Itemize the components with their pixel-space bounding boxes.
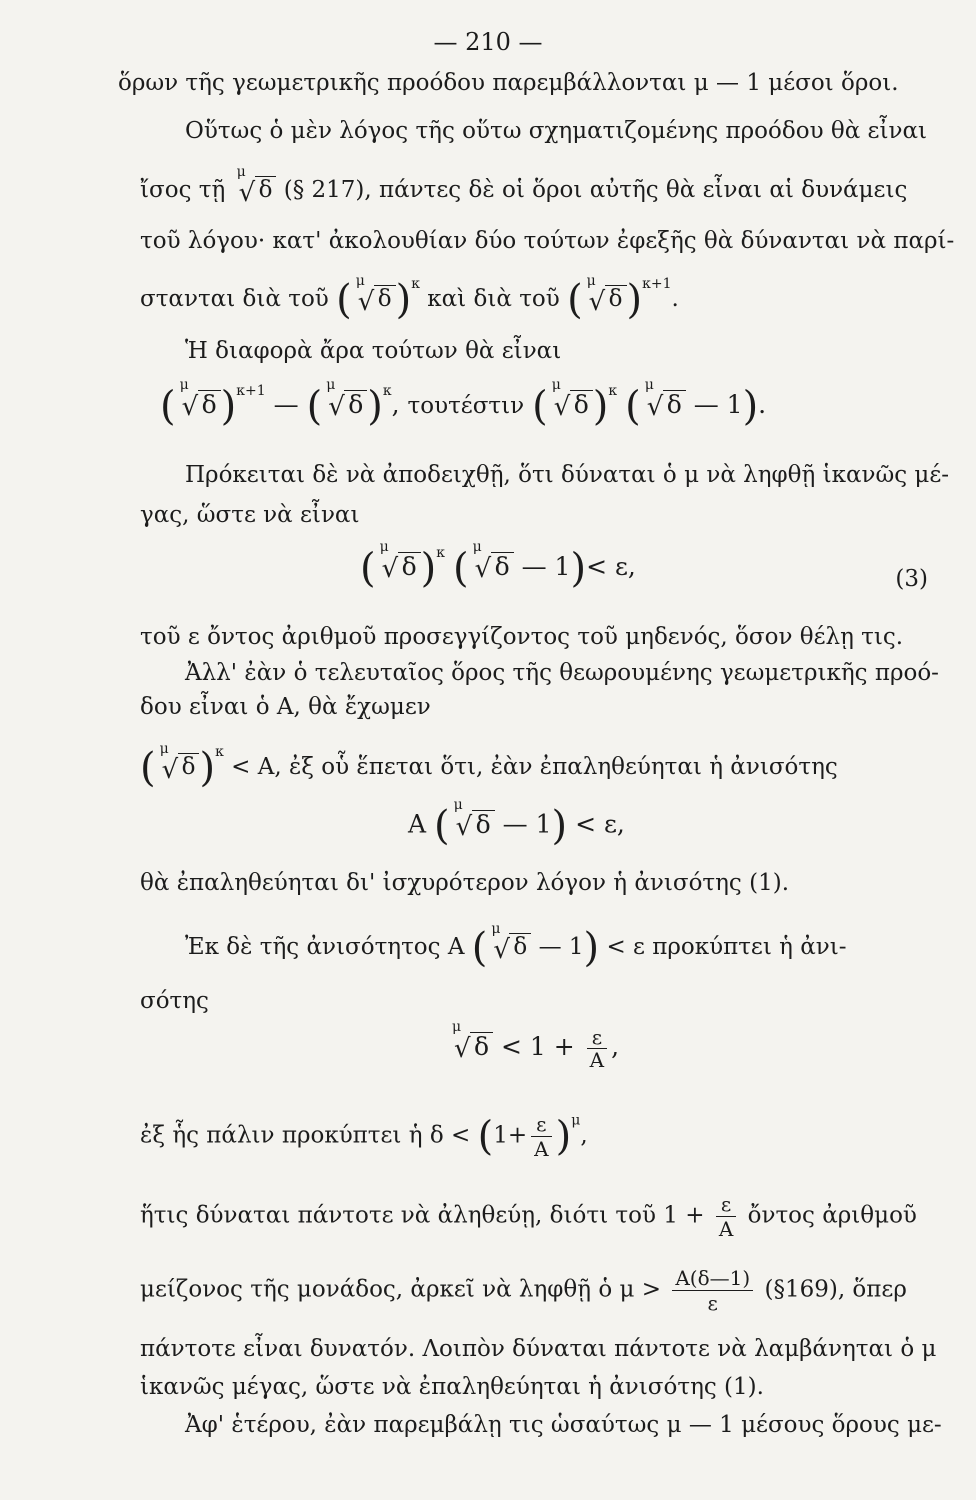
operator: —: [273, 390, 299, 419]
radicand: δ: [472, 810, 495, 839]
text-fragment: μείζονος τῆς μονάδος, ἀρκεῖ νὰ ληφθῇ ὁ μ >: [140, 1276, 662, 1303]
text-fragment: στανται διὰ τοῦ: [140, 286, 329, 312]
radicand: δ: [570, 390, 593, 419]
text-line: Ἐκ δὲ τῆς ἀνισότητος Α ( μ √ δ — 1) < ε προκύπτει ἡ ἀνι-: [185, 921, 847, 971]
radical-sign-icon: √: [455, 811, 473, 842]
exponent: κ: [436, 545, 446, 561]
radicand: δ: [255, 176, 277, 205]
numerator: ε: [720, 1192, 732, 1216]
radicand: δ: [605, 285, 627, 314]
radical-sign-icon: √: [357, 287, 375, 317]
operand: — 1: [693, 390, 743, 419]
operand: — 1: [521, 552, 571, 581]
radicand: δ: [470, 1032, 493, 1061]
radical: [489, 921, 531, 965]
fraction: [587, 1026, 607, 1071]
operator: < ε,: [586, 552, 636, 581]
text-line: ἱκανῶς μέγας, ὥστε νὰ ἐπαληθεύηται ἡ ἀνισότης (1).: [140, 1374, 764, 1400]
punctuation: ,: [580, 1122, 588, 1149]
operand: 1: [493, 1122, 508, 1149]
radical: [158, 741, 200, 785]
text-fragment: ὄντος ἀριθμοῦ: [747, 1202, 917, 1229]
radicand: δ: [509, 933, 531, 962]
radical: [378, 539, 421, 584]
text-line: στανται διὰ τοῦ ( μ √ δ )$^\kappa$ καὶ διὰ τοῦ ( μ √ δ )$^{\kappa+1}$.: [140, 273, 679, 323]
text-fragment: ἴσος τῇ: [140, 177, 226, 203]
root-index: μ: [452, 1019, 462, 1035]
operand: — 1: [538, 934, 584, 960]
root-index: μ: [159, 741, 169, 757]
root-index: μ: [551, 377, 561, 393]
denominator: ε: [672, 1290, 753, 1315]
root-index: μ: [236, 164, 246, 180]
text-line: [140, 1266, 907, 1315]
radicand: δ: [491, 552, 514, 581]
punctuation: ,: [611, 1032, 620, 1061]
text-fragment: Ἐκ δὲ τῆς ἀνισότητος Α: [185, 934, 465, 960]
radical-sign-icon: √: [646, 392, 664, 422]
punctuation: .: [758, 390, 767, 419]
root-index: μ: [326, 377, 336, 393]
equation: Α ( μ √ δ — 1) < ε,: [408, 796, 625, 849]
text-line: ὅρων τῆς γεωμετρικῆς προόδου παρεμβάλλονται μ — 1 μέσοι ὅροι.: [118, 70, 899, 96]
numerator: ε: [591, 1025, 603, 1049]
operator: +: [507, 1122, 528, 1149]
radical: [354, 273, 396, 317]
text-line: τοῦ ε ὄντος ἀριθμοῦ προσεγγίζοντος τοῦ μηδενός, ὅσον θέλῃ τις.: [140, 624, 904, 650]
radical-sign-icon: √: [181, 392, 199, 422]
text-fragment: ἐξ ἧς πάλιν προκύπτει ἡ: [140, 1122, 423, 1149]
root-index: μ: [586, 273, 596, 289]
exponent: κ: [215, 744, 224, 760]
root-index: μ: [355, 273, 365, 289]
root-index: μ: [491, 921, 501, 937]
radical-sign-icon: √: [238, 178, 256, 208]
radicand: δ: [178, 753, 200, 782]
radical: [235, 164, 277, 208]
text-line: ἐξ ἧς πάλιν προκύπτει ἡ δ < (1+ $\frac{\varepsilon}{A}$ )$^\mu$,: [140, 1112, 588, 1161]
punctuation: .: [671, 286, 679, 312]
text-fragment: < ε προκύπτει ἡ ἀνι-: [606, 934, 847, 960]
equation: ( μ √ δ )$^{\kappa+1}$ — ( μ √ δ )$^\kappa$, τουτέστιν ( μ √ δ )$^\kappa$ ( μ √ δ — 1).: [160, 377, 767, 430]
equation-number: (3): [895, 566, 928, 592]
fraction: [672, 1266, 753, 1315]
radical-sign-icon: √: [553, 392, 571, 422]
text-line: [140, 1192, 917, 1241]
denominator: Α: [716, 1216, 736, 1241]
radical-sign-icon: √: [493, 935, 510, 965]
radical-sign-icon: √: [588, 287, 606, 317]
text-fragment: καὶ διὰ τοῦ: [427, 286, 560, 312]
text-fragment: ἥτις δύναται πάντοτε νὰ ἀληθεύῃ, διότι τοῦ: [140, 1202, 656, 1229]
text-fragment: τουτέστιν: [407, 393, 525, 419]
fraction: [716, 1192, 736, 1241]
radical: [585, 273, 627, 317]
radicand: δ: [374, 285, 396, 314]
text-line: ( μ √ δ )$^\kappa$ < Α, ἐξ οὗ ἕπεται ὅτι, ἐὰν ἐπαληθεύηται ἡ ἀνισότης: [140, 741, 838, 791]
text-line: Ἡ διαφορὰ ἄρα τούτων θὰ εἶναι: [185, 338, 562, 364]
text-fragment: (§ 217), πάντες δὲ οἱ ὅροι αὐτῆς θὰ εἶναι αἱ δυνάμεις: [283, 177, 908, 203]
punctuation: ,: [391, 390, 400, 419]
radical: [452, 796, 495, 842]
fraction: [531, 1112, 551, 1161]
radical-sign-icon: √: [161, 755, 179, 785]
operand: — 1: [502, 809, 552, 839]
root-index: μ: [379, 539, 389, 555]
radical-sign-icon: √: [474, 554, 492, 584]
radicand: δ: [198, 390, 221, 419]
text-line: Πρόκειται δὲ νὰ ἀποδειχθῇ, ὅτι δύναται ὁ μ νὰ ληφθῇ ἱκανῶς μέ-: [185, 462, 950, 488]
text-line: πάντοτε εἶναι δυνατόν. Λοιπὸν δύναται πάντοτε νὰ λαμβάνηται ὁ μ: [140, 1336, 937, 1362]
text-line: σότης: [140, 988, 209, 1014]
radical: [450, 1019, 493, 1064]
text-line: θὰ ἐπαληθεύηται δι' ἰσχυρότερον λόγον ἡ ἀνισότης (1).: [140, 870, 790, 896]
radicand: δ: [663, 390, 686, 419]
denominator: Α: [587, 1048, 607, 1071]
text-line: [140, 164, 908, 208]
radicand: δ: [344, 390, 367, 419]
radical-sign-icon: √: [381, 554, 399, 584]
root-index: μ: [472, 539, 482, 555]
radical: [471, 539, 514, 584]
equation: [448, 1019, 620, 1072]
radical: [324, 377, 367, 422]
exponent: κ: [411, 276, 420, 292]
text-line: δου εἶναι ὁ Α, θὰ ἔχωμεν: [140, 694, 431, 720]
operator: δ <: [429, 1122, 471, 1149]
numerator: Α(δ—1): [675, 1266, 751, 1290]
radical-sign-icon: √: [328, 392, 345, 422]
page-number: — 210 —: [433, 28, 543, 56]
operator: < 1 +: [501, 1032, 575, 1061]
exponent: κ+1: [236, 383, 266, 399]
text-fragment: < Α, ἐξ οὗ ἕπεται ὅτι, ἐὰν ἐπαληθεύηται ἡ ἀνισότης: [231, 754, 838, 780]
exponent: κ+1: [642, 276, 672, 292]
root-index: μ: [179, 377, 189, 393]
text-line: Οὕτως ὁ μὲν λόγος τῆς οὕτω σχηματιζομένης προόδου θὰ εἶναι: [185, 118, 928, 144]
text-line: τοῦ λόγου· κατ' ἀκολουθίαν δύο τούτων ἐφεξῆς θὰ δύνανται νὰ παρί-: [140, 228, 955, 254]
exponent: μ: [571, 1112, 581, 1129]
radical: [550, 377, 593, 422]
text-line: Ἀφ' ἑτέρου, ἐὰν παρεμβάλῃ τις ὡσαύτως μ — 1 μέσους ὅρους με-: [185, 1412, 942, 1438]
text-fragment: (§169), ὅπερ: [764, 1276, 907, 1303]
operand: 1: [663, 1202, 678, 1229]
numerator: ε: [536, 1112, 547, 1136]
operator: +: [685, 1202, 705, 1229]
radical-sign-icon: √: [454, 1034, 471, 1064]
operand: Α: [408, 809, 427, 839]
root-index: μ: [644, 377, 654, 393]
text-line: Ἀλλ' ἐὰν ὁ τελευταῖος ὅρος τῆς θεωρουμένης γεωμετρικῆς προό-: [185, 660, 939, 686]
operator: < ε,: [575, 809, 625, 839]
equation: ( μ √ δ )$^\kappa$ ( μ √ δ — 1)< ε,: [360, 539, 636, 592]
root-index: μ: [453, 796, 463, 813]
text-line: γας, ὥστε νὰ εἶναι: [140, 502, 360, 528]
radicand: δ: [398, 552, 421, 581]
denominator: Α: [531, 1136, 551, 1161]
radical: [643, 377, 686, 422]
exponent: κ: [608, 383, 618, 399]
exponent: κ: [382, 383, 392, 399]
radical: [178, 377, 221, 422]
